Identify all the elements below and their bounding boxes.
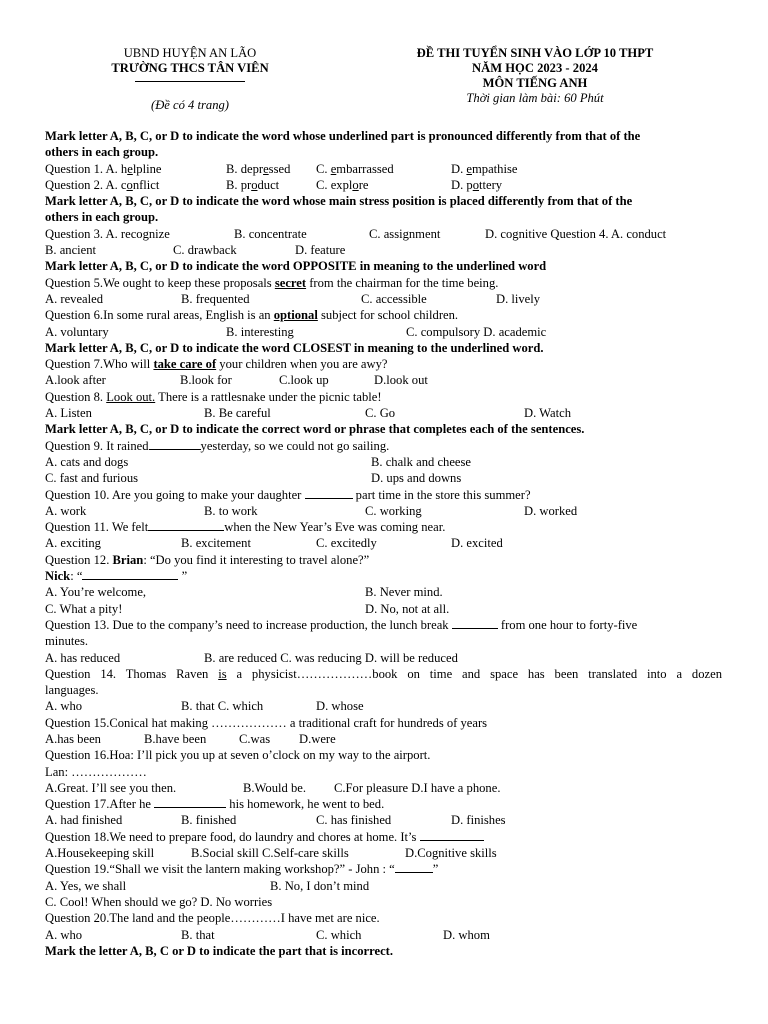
question-18-options: A.Housekeeping skill B.Social skill C.Self-care skills D.Cognitive skills	[45, 846, 497, 861]
question-2: Question 2. A. conflict B. product C. explore D. pottery	[45, 177, 503, 192]
question-7: Question 7.Who will take care of your children when you are awy?	[45, 357, 388, 372]
question-12-options-ab: A. You’re welcome, B. Never mind.	[45, 585, 443, 600]
question-13: Question 13. Due to the company’s need to increase production, the lunch break from one hour to forty-five	[45, 617, 638, 632]
question-16: Question 16.Hoa: I’ll pick you up at seven o’clock on my way to the airport.	[45, 748, 431, 763]
question-11-options: A. exciting B. excitement C. excitedly D. excited	[45, 536, 503, 551]
exam-content	[45, 128, 722, 959]
question-14-options: A. who B. that C. which D. whose	[45, 699, 364, 714]
question-16-reply: Lan: ………………	[45, 764, 147, 779]
q2-option-c: C. explore	[316, 177, 369, 192]
question-9: Question 9. It rained yesterday, so we could not go sailing.	[45, 438, 390, 453]
question-19-options-ab: A. Yes, we shall B. No, I don’t mind	[45, 878, 370, 893]
q2-option-b: B. product	[226, 177, 280, 192]
question-6-options: A. voluntary B. interesting C. compulsory D. academic	[45, 324, 547, 339]
subject: MÔN TIẾNG ANH	[482, 76, 588, 90]
instruction-complete: Mark letter A, B, C, or D to indicate the correct word or phrase that completes each of the sentences.	[45, 422, 585, 437]
question-9-options-cd: C. fast and furious D. ups and downs	[45, 471, 462, 486]
question-13-cont: minutes.	[45, 634, 89, 649]
instruction-incorrect: Mark the letter A, B, C or D to indicate the part that is incorrect.	[45, 943, 394, 958]
question-4-options: B. ancient C. drawback D. feature	[45, 243, 346, 258]
question-20: Question 20.The land and the people…………I have met are nice.	[45, 911, 380, 926]
authority-name: UBND HUYỆN AN LÃO	[123, 46, 257, 60]
question-12: Question 12. Brian: “Do you find it interesting to travel alone?”	[45, 552, 370, 567]
question-20-options: A. who B. that C. which D. whom	[45, 927, 490, 942]
q2-option-d: D. pottery	[451, 177, 503, 192]
question-3: Question 3. A. recognize B. concentrate C. assignment D. cognitive Question 4. A. conduct	[45, 226, 667, 241]
header-right	[370, 46, 700, 106]
question-8: Question 8. Look out. There is a rattlesnake under the picnic table!	[45, 389, 382, 404]
question-1: Question 1. A. helpline B. depressed C. embarrassed D. empathise	[45, 161, 518, 176]
question-19: Question 19.“Shall we visit the lantern making workshop?” - John : “ ”	[45, 862, 439, 877]
exam-title: ĐỀ THI TUYỂN SINH VÀO LỚP 10 THPT	[416, 46, 654, 60]
question-7-options: A.look after B.look for C.look up D.look out	[45, 373, 428, 388]
q1-option-d: D. empathise	[451, 161, 518, 176]
pages-note: (Đề có 4 trang)	[151, 98, 229, 112]
instruction-opposite: Mark letter A, B, C, or D to indicate the word OPPOSITE in meaning to the underlined word	[45, 259, 547, 274]
question-17: Question 17.After he his homework, he went to bed.	[45, 797, 385, 812]
question-11: Question 11. We felt when the New Year’s Eve was coming near.	[45, 520, 446, 535]
school-name: TRƯỜNG THCS TÂN VIÊN	[111, 61, 269, 75]
question-8-options: A. Listen B. Be careful C. Go D. Watch	[45, 406, 572, 421]
question-19-options-cd: C. Cool! When should we go? D. No worries	[45, 894, 273, 909]
question-13-options: A. has reduced B. are reduced C. was reducing D. will be reduced	[45, 650, 458, 665]
question-5: Question 5.We ought to keep these proposals secret from the chairman for the time being.	[45, 275, 499, 290]
question-17-options: A. had finished B. finished C. has finished D. finishes	[45, 813, 506, 828]
question-12-reply: Nick: “ ”	[45, 569, 188, 584]
question-5-options: A. revealed B. frequented C. accessible D. lively	[45, 291, 541, 306]
question-18: Question 18.We need to prepare food, do laundry and chores at home. It’s	[45, 829, 722, 845]
instruction-stress-cont: others in each group.	[45, 210, 159, 225]
question-16-options: A.Great. I’ll see you then. B.Would be. C.For pleasure D.I have a phone.	[45, 780, 501, 795]
question-15: Question 15.Conical hat making ……………… a traditional craft for hundreds of years	[45, 715, 488, 730]
instruction-pronunciation: Mark letter A, B, C, or D to indicate the word whose underlined part is pronounced differently from that of the	[45, 129, 641, 143]
question-14: Question 14. Thomas Raven is a physicist………………book on time and space has been translated into a dozen	[45, 666, 722, 681]
question-6: Question 6.In some rural areas, English is an optional subject for school children.	[45, 308, 459, 323]
question-14-cont: languages.	[45, 683, 99, 698]
instruction-closest: Mark letter A, B, C, or D to indicate the word CLOSEST in meaning to the underlined word.	[45, 340, 544, 355]
instruction-pronunciation-cont: others in each group.	[45, 145, 159, 160]
question-15-options: A.has been B.have been C.was D.were	[45, 731, 336, 746]
question-10-options: A. work B. to work C. working D. worked	[45, 503, 578, 518]
q1-option-b: B. depressed	[226, 161, 291, 176]
header-divider	[135, 81, 245, 82]
question-9-options-ab: A. cats and dogs B. chalk and cheese	[45, 454, 472, 469]
instruction-stress: Mark letter A, B, C, or D to indicate the word whose main stress position is placed differently from that of the	[45, 194, 633, 209]
question-10: Question 10. Are you going to make your daughter part time in the store this summer?	[45, 487, 531, 502]
question-12-options-cd: C. What a pity! D. No, not at all.	[45, 601, 450, 616]
time-limit: Thời gian làm bài: 60 Phút	[466, 91, 604, 105]
school-year: NĂM HỌC 2023 - 2024	[472, 61, 598, 75]
header-left	[80, 46, 300, 113]
q1-option-c: C. embarrassed	[316, 161, 394, 176]
